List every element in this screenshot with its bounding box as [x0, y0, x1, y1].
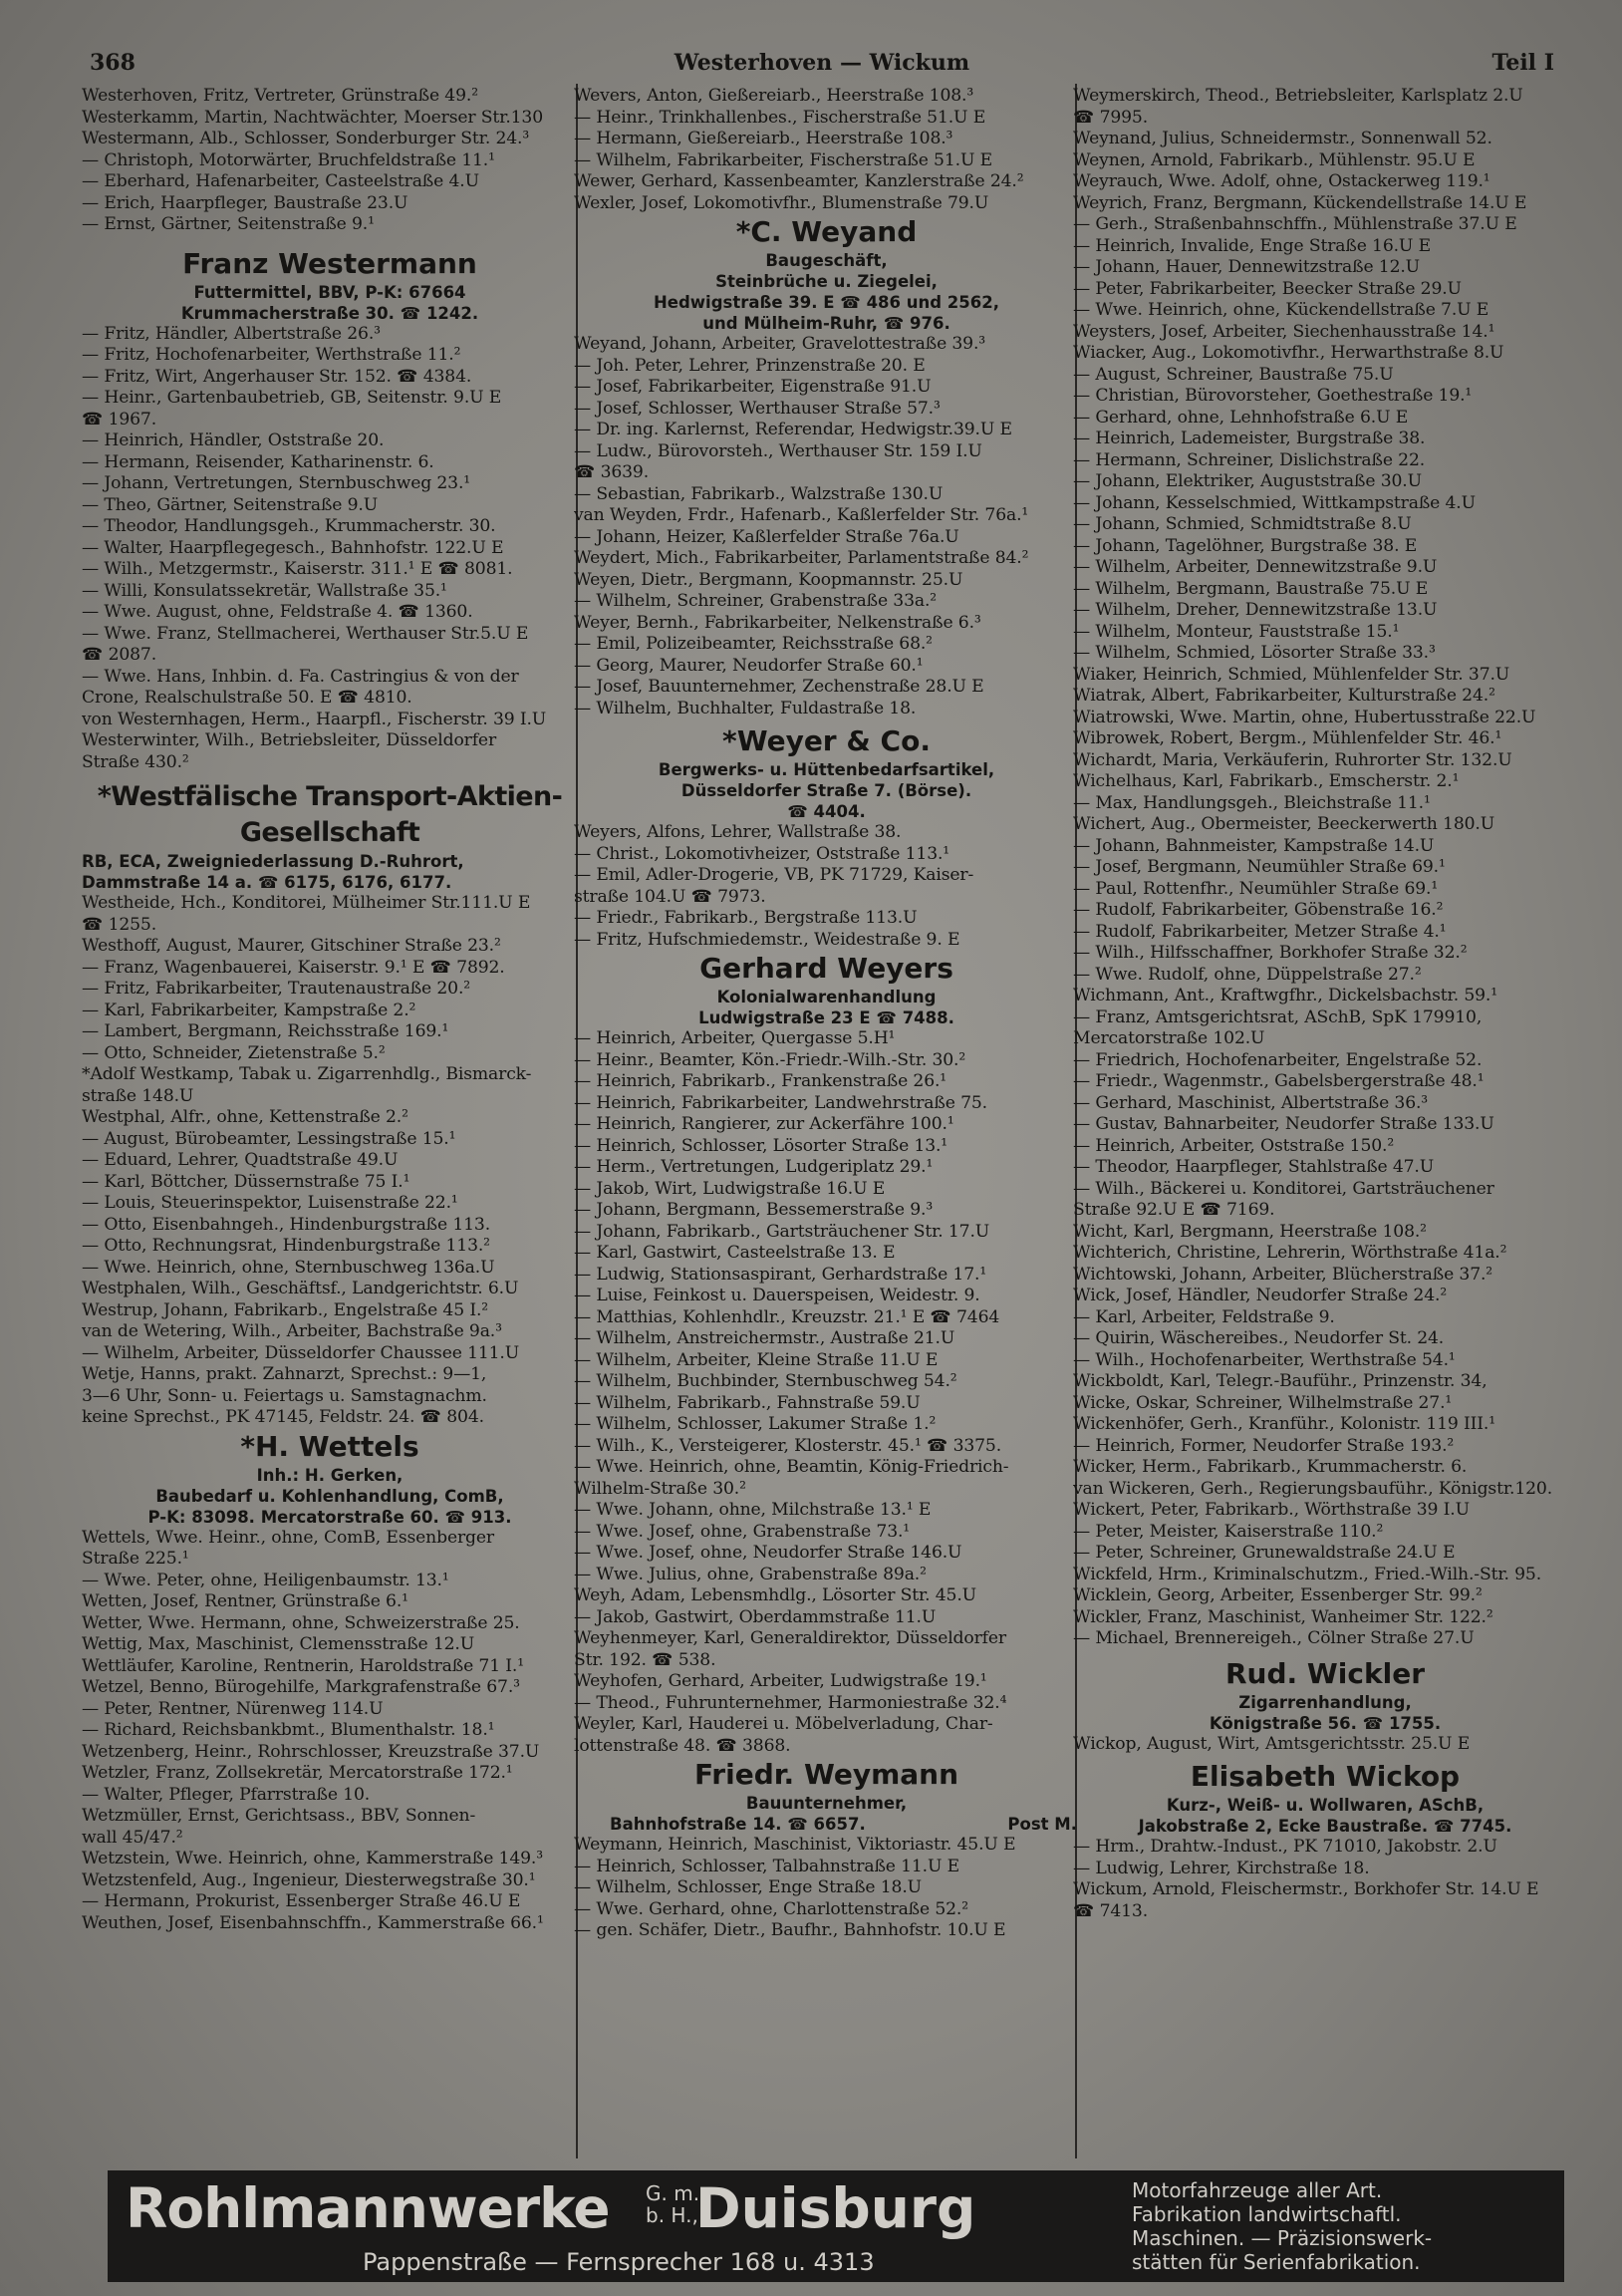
directory-entry-line: — Karl, Fabrikarbeiter, Kampstraße 2.²	[82, 1000, 416, 1020]
directory-entry-line: — Wilhelm, Anstreichermstr., Austraße 21.U	[574, 1328, 955, 1348]
directory-entry-line: Wiatrak, Albert, Fabrikarbeiter, Kulturstraße 24.²	[1073, 686, 1495, 706]
ad-street: Pappenstraße — Fernsprecher 168 u. 4313	[363, 2248, 875, 2276]
directory-entry-line: — Johann, Kesselschmied, Wittkampstraße 4.U	[1073, 492, 1476, 513]
directory-entry-line: Weynand, Julius, Schneidermstr., Sonnenwall 52.	[1073, 129, 1492, 148]
directory-entry-line: van Wickeren, Gerh., Regierungsbauführ., Königstr.120.	[1073, 1478, 1553, 1499]
directory-entry-line: — Eduard, Lehrer, Quadtstraße 49.U	[82, 1150, 399, 1170]
directory-entry-line: — Wwe. Josef, ohne, Neudorfer Straße 146.U	[574, 1543, 962, 1563]
directory-entry-line: — Hermann, Gießereiarb., Heerstraße 108.³	[574, 129, 953, 148]
directory-entry-line: — Peter, Meister, Kaiserstraße 110.²	[1073, 1521, 1384, 1542]
directory-entry-line: Wevers, Anton, Gießereiarb., Heerstraße 108.³	[574, 86, 974, 106]
directory-entry-line: Mercatorstraße 102.U	[1073, 1028, 1265, 1048]
directory-entry-line: — August, Schreiner, Baustraße 75.U	[1073, 364, 1394, 385]
directory-entry-line: Weydert, Mich., Fabrikarbeiter, Parlamentstraße 84.²	[574, 548, 1029, 568]
ad-line: Bergwerks- u. Hüttenbedarfsartikel,	[658, 760, 995, 779]
directory-entry-line: Weymann, Heinrich, Maschinist, Viktoriastr. 45.U E	[574, 1835, 1016, 1855]
directory-entry-line: — Wwe. Gerhard, ohne, Charlottenstraße 52.²	[574, 1898, 968, 1919]
directory-entry-line: — Karl, Böttcher, Düssernstraße 75 I.¹	[82, 1171, 410, 1192]
directory-entry-line: — Wwe. Josef, ohne, Grabenstraße 73.¹	[574, 1521, 911, 1542]
ad-product-line: Fabrikation landwirtschaftl.	[1132, 2202, 1402, 2226]
directory-entry-line: — Rudolf, Fabrikarbeiter, Göbenstraße 16.²	[1073, 900, 1444, 920]
directory-entry-line: Wickum, Arnold, Fleischermstr., Borkhofer Str. 14.U E	[1073, 1879, 1539, 1899]
directory-entry-line: Wetzler, Franz, Zollsekretär, Mercatorstraße 172.¹	[82, 1763, 513, 1783]
directory-entry-line: Crone, Realschulstraße 50. E ☎ 4810.	[82, 688, 412, 708]
ad-line: RB, ECA, Zweigniederlassung D.-Ruhrort,	[82, 852, 464, 871]
directory-entry-line: Weyand, Johann, Arbeiter, Gravelottestraße 39.³	[574, 334, 986, 354]
directory-entry-line: — Theodor, Haarpfleger, Stahlstraße 47.U	[1073, 1157, 1435, 1177]
directory-entry-line: wall 45/47.²	[82, 1827, 183, 1848]
page-title: Westerhoven — Wickum	[674, 50, 970, 76]
directory-entry-line: — Johann, Elektriker, Auguststraße 30.U	[1073, 471, 1422, 491]
directory-entry-line: — Eberhard, Hafenarbeiter, Casteelstraße 4.U	[82, 171, 479, 191]
ad-address: Bahnhofstraße 14. ☎ 6657.	[610, 1815, 866, 1834]
directory-entry-line: keine Sprechst., PK 47145, Feldstr. 24. ☎ 804.	[82, 1407, 484, 1427]
directory-entry-line: — Wilhelm, Schreiner, Grabenstraße 33a.²	[574, 591, 938, 611]
directory-entry-line: — Josef, Bergmann, Neumühler Straße 69.¹	[1073, 857, 1446, 877]
directory-entry-line: Wetten, Josef, Rentner, Grünstraße 6.¹	[82, 1591, 408, 1611]
ad-city: Duisburg	[695, 2176, 976, 2240]
directory-entry-line: — Gerh., Straßenbahnschffn., Mühlenstraße 37.U E	[1073, 214, 1517, 234]
directory-entry-line: — Wilhelm, Schmied, Lösorter Straße 33.³	[1073, 643, 1436, 663]
part-label: Teil I	[1491, 50, 1554, 76]
directory-entry-line: — Franz, Wagenbauerei, Kaiserstr. 9.¹ E ☎ 7892.	[82, 957, 505, 978]
ad-line: Kolonialwarenhandlung	[716, 988, 937, 1006]
directory-entry-line: — Wilhelm, Bergmann, Baustraße 75.U E	[1073, 578, 1429, 599]
ad-name: Friedr. Weymann	[693, 1758, 959, 1791]
directory-entry-line: Wilhelm-Straße 30.²	[574, 1478, 746, 1499]
ad-line: Steinbrüche u. Ziegelei,	[715, 272, 938, 291]
directory-entry-line: — Gerhard, ohne, Lehnhofstraße 6.U E	[1073, 407, 1409, 428]
directory-entry-line: — Karl, Gastwirt, Casteelstraße 13. E	[574, 1243, 896, 1263]
directory-entry-line: van de Wetering, Wilh., Arbeiter, Bachstraße 9a.³	[82, 1321, 502, 1341]
directory-entry-line: — Wilhelm, Dreher, Dennewitzstraße 13.U	[1073, 600, 1438, 620]
directory-entry-line: Wetzel, Benno, Bürogehilfe, Markgrafenstraße 67.³	[82, 1677, 520, 1697]
directory-entry-line: Wewer, Gerhard, Kassenbeamter, Kanzlerstraße 24.²	[574, 171, 1024, 191]
directory-entry-line: — Hermann, Prokurist, Essenberger Straße 46.U E	[82, 1891, 521, 1911]
ad-name: Elisabeth Wickop	[1190, 1760, 1461, 1793]
directory-entry-line: — Christoph, Motorwärter, Bruchfeldstraße 11.¹	[82, 149, 495, 170]
ad-line: Ludwigstraße 23 E ☎ 7488.	[698, 1008, 954, 1027]
directory-entry-line: — Heinr., Gartenbaubetrieb, GB, Seitenstr. 9.U E	[82, 388, 502, 408]
directory-entry-line: — Peter, Schreiner, Grunewaldstraße 24.U E	[1073, 1543, 1456, 1563]
page-number: 368	[90, 50, 135, 76]
ad-name: Gesellschaft	[239, 817, 420, 848]
directory-entry-line: Wickert, Peter, Fabrikarb., Wörthstraße 39 I.U	[1073, 1500, 1470, 1520]
directory-entry-line: Weyer, Bernh., Fabrikarbeiter, Nelkenstraße 6.³	[574, 612, 981, 633]
directory-entry-line: Weyler, Karl, Hauderei u. Möbelverladung, Char-	[574, 1714, 993, 1734]
directory-entry-line: — Franz, Amtsgerichtsrat, ASchB, SpK 179910,	[1073, 1006, 1483, 1027]
directory-entry-line: Wiacker, Aug., Lokomotivfhr., Herwarthstraße 8.U	[1073, 343, 1504, 363]
directory-entry-line: — Walter, Pfleger, Pfarrstraße 10.	[82, 1784, 371, 1805]
directory-entry-line: Straße 430.²	[82, 751, 189, 772]
directory-entry-line: — Friedr., Wagenmstr., Gabelsbergerstraße 48.¹	[1073, 1071, 1485, 1091]
directory-entry-line: Wickboldt, Karl, Telegr.-Bauführ., Prinzenstr. 34,	[1073, 1371, 1487, 1391]
directory-entry-line: — Emil, Polizeibeamter, Reichsstraße 68.²	[574, 634, 933, 654]
directory-entry-line: lottenstraße 48. ☎ 3868.	[574, 1735, 791, 1756]
directory-entry-line: — Fritz, Händler, Albertstraße 26.³	[82, 323, 381, 344]
directory-entry-line: — Ludw., Bürovorsteh., Werthauser Str. 159 I.U	[574, 440, 982, 461]
directory-entry-line: Weyrich, Franz, Bergmann, Kückendellstraße 14.U E	[1073, 192, 1527, 213]
directory-entry-line: Weysters, Josef, Arbeiter, Siechenhausstraße 14.¹	[1073, 321, 1495, 342]
directory-entry-line: Wicklein, Georg, Arbeiter, Essenberger Str. 99.²	[1073, 1585, 1483, 1605]
directory-entry-line: — Wwe. Hans, Inhbin. d. Fa. Castringius & von der	[82, 666, 519, 687]
ad-line: Jakobstraße 2, Ecke Baustraße. ☎ 7745.	[1138, 1817, 1512, 1836]
ad-line: P-K: 83098. Mercatorstraße 60. ☎ 913.	[147, 1507, 512, 1527]
ad-product-line: Maschinen. — Präzisionswerk-	[1132, 2226, 1433, 2250]
directory-entry-line: Wetje, Hanns, prakt. Zahnarzt, Sprechst.: 9—1,	[82, 1364, 487, 1384]
directory-entry-line: — Sebastian, Fabrikarb., Walzstraße 130.U	[574, 483, 944, 504]
ad-line: Dammstraße 14 a. ☎ 6175, 6176, 6177.	[82, 873, 452, 892]
directory-entry-line: Weymerskirch, Theod., Betriebsleiter, Karlsplatz 2.U	[1073, 86, 1523, 106]
ad-product-line: Motorfahrzeuge aller Art.	[1132, 2178, 1383, 2202]
directory-entry-line: Wettläufer, Karoline, Rentnerin, Haroldstraße 71 I.¹	[82, 1655, 524, 1676]
directory-entry-line: — Joh. Peter, Lehrer, Prinzenstraße 20. E	[574, 355, 926, 376]
ad-name: *C. Weyand	[735, 215, 918, 248]
ad-legal-form-2: b. H.,	[646, 2203, 698, 2227]
directory-entry-line: — Wilh., Metzgermstr., Kaiserstr. 311.¹ E ☎ 8081.	[82, 559, 513, 579]
directory-entry-line: ☎ 2087.	[82, 645, 157, 665]
ad-line: Krummacherstraße 30. ☎ 1242.	[180, 303, 479, 323]
directory-entry-line: Wicker, Herm., Fabrikarb., Krummacherstr. 6.	[1073, 1457, 1468, 1477]
directory-entry-line: 3—6 Uhr, Sonn- u. Feiertags u. Samstagnachm.	[82, 1385, 487, 1406]
directory-entry-line: — Johann, Bahnmeister, Kampstraße 14.U	[1073, 835, 1435, 856]
directory-entry-line: — Johann, Schmied, Schmidtstraße 8.U	[1073, 514, 1412, 534]
directory-entry-line: ☎ 7413.	[1073, 1900, 1149, 1921]
directory-entry-line: — Heinrich, Schlosser, Talbahnstraße 11.U E	[574, 1856, 960, 1876]
directory-entry-line: — Wilh., Hilfsschaffner, Borkhofer Straße 32.²	[1073, 943, 1468, 963]
column-1	[82, 86, 578, 2156]
directory-entry-line: — Peter, Fabrikarbeiter, Beecker Straße 29.U	[1073, 278, 1462, 299]
directory-entry-line: — Fritz, Hufschmiedemstr., Weidestraße 9. E	[574, 929, 960, 950]
directory-entry-line: — Heinrich, Schlosser, Lösorter Straße 13.¹	[574, 1135, 948, 1156]
directory-entry-line: Wicht, Karl, Bergmann, Heerstraße 108.²	[1073, 1221, 1427, 1242]
ad-line: Inh.: H. Gerken,	[256, 1465, 404, 1485]
ad-name: Franz Westermann	[182, 246, 477, 280]
directory-entry-line: — Louis, Steuerinspektor, Luisenstraße 22.¹	[82, 1193, 458, 1213]
directory-entry-line: — Ernst, Gärtner, Seitenstraße 9.¹	[82, 214, 375, 234]
directory-entry-line: straße 148.U	[82, 1085, 194, 1106]
directory-entry-line: — Rudolf, Fabrikarbeiter, Metzer Straße 4.¹	[1073, 921, 1447, 942]
ad-line: Kurz-, Weiß- u. Wollwaren, ASchB,	[1166, 1796, 1485, 1815]
directory-entry-line: Weuthen, Josef, Eisenbahnschffn., Kammerstraße 66.¹	[82, 1912, 544, 1933]
directory-entry-line: Wiaker, Heinrich, Schmied, Mühlenfelder Str. 37.U	[1073, 664, 1510, 685]
directory-entry-line: Westermann, Alb., Schlosser, Sonderburger Str. 24.³	[82, 129, 530, 148]
ad-legal-form-1: G. m.	[646, 2181, 700, 2205]
directory-entry-line: — Paul, Rottenfhr., Neumühler Straße 69.¹	[1073, 878, 1439, 899]
ad-name: Gerhard Weyers	[699, 952, 953, 985]
directory-entry-line: — Friedrich, Hochofenarbeiter, Engelstraße 52.	[1073, 1049, 1483, 1070]
column-2	[574, 86, 1079, 2156]
directory-entry-line: Wettels, Wwe. Heinr., ohne, ComB, Essenberger	[82, 1527, 494, 1548]
ad-line: Hedwigstraße 39. E ☎ 486 und 2562,	[653, 293, 999, 312]
directory-entry-line: — Wilhelm, Fabrikarb., Fahnstraße 59.U	[574, 1392, 921, 1413]
directory-entry-line: — Quirin, Wäschereibes., Neudorfer St. 24.	[1073, 1328, 1445, 1348]
ad-line	[574, 1814, 1079, 1835]
directory-entry-line: Westerwinter, Wilh., Betriebsleiter, Düsseldorfer	[82, 730, 497, 750]
directory-entry-line: Weyh, Adam, Lebensmhdlg., Lösorter Str. 45.U	[574, 1585, 976, 1605]
directory-entry-line: — Wilhelm, Schlosser, Lakumer Straße 1.²	[574, 1414, 937, 1434]
directory-entry-line: Westhoff, August, Maurer, Gitschiner Straße 23.²	[82, 936, 501, 956]
directory-entry-line: Wetzenberg, Heinr., Rohrschlosser, Kreuzstraße 37.U	[82, 1741, 540, 1762]
directory-entry-line: — Georg, Maurer, Neudorfer Straße 60.¹	[574, 655, 924, 676]
directory-entry-line: — Heinrich, Former, Neudorfer Straße 193.²	[1073, 1435, 1455, 1456]
directory-entry-line: — Wwe. Heinrich, ohne, Kückendellstraße 7.U E	[1073, 300, 1489, 320]
directory-entry-line: — Josef, Fabrikarbeiter, Eigenstraße 91.U	[574, 377, 932, 397]
directory-entry-line: — Josef, Bauunternehmer, Zechenstraße 28.U E	[574, 677, 984, 697]
directory-entry-line: — Christian, Bürovorsteher, Goethestraße 19.¹	[1073, 386, 1473, 406]
directory-entry-line: Wetzstenfeld, Aug., Ingenieur, Diesterwegstraße 30.¹	[82, 1869, 536, 1890]
directory-entry-line: — Johann, Tagelöhner, Burgstraße 38. E	[1073, 535, 1418, 556]
directory-entry-line: Wicke, Oskar, Schreiner, Wilhelmstraße 27.¹	[1073, 1392, 1453, 1413]
directory-entry-line: — Hermann, Schreiner, Dislichstraße 22.	[1073, 449, 1426, 470]
ad-line: Königstraße 56. ☎ 1755.	[1209, 1713, 1442, 1733]
directory-entry-line: Weyrauch, Wwe. Adolf, ohne, Ostackerweg 119.¹	[1073, 171, 1490, 191]
directory-entry-line: — Wwe. Julius, ohne, Grabenstraße 89a.²	[574, 1564, 927, 1584]
directory-entry-line: Wiatrowski, Wwe. Martin, ohne, Hubertusstraße 22.U	[1073, 707, 1536, 727]
directory-entry-line: — Wilhelm, Arbeiter, Kleine Straße 11.U E	[574, 1349, 939, 1370]
ad-line: ☎ 4404.	[787, 802, 866, 821]
directory-entry-line: — Ludwig, Stationsaspirant, Gerhardstraße 17.¹	[574, 1264, 987, 1285]
directory-entry-line: Westrup, Johann, Fabrikarb., Engelstraße 45 I.²	[82, 1299, 489, 1320]
ad-name: *H. Wettels	[240, 1429, 419, 1463]
directory-entry-line: Westphalen, Wilh., Geschäftsf., Landgerichtstr. 6.U	[82, 1279, 519, 1298]
directory-entry-line: — August, Bürobeamter, Lessingstraße 15.¹	[82, 1128, 456, 1149]
directory-entry-line: Westerhoven, Fritz, Vertreter, Grünstraße 49.²	[82, 86, 478, 106]
directory-entry-line: ☎ 1255.	[82, 914, 157, 935]
directory-entry-line: — Heinrich, Lademeister, Burgstraße 38.	[1073, 429, 1426, 448]
directory-entry-line: — Fritz, Wirt, Angerhauser Str. 152. ☎ 4384.	[82, 366, 472, 387]
directory-entry-line: *Adolf Westkamp, Tabak u. Zigarrenhdlg., Bismarck-	[82, 1064, 532, 1084]
directory-entry-line: — Wilhelm, Arbeiter, Dennewitzstraße 9.U	[1073, 557, 1438, 577]
directory-entry-line: — Heinrich, Fabrikarb., Frankenstraße 26.¹	[574, 1071, 947, 1091]
directory-entry-line: — Johann, Hauer, Dennewitzstraße 12.U	[1073, 257, 1421, 277]
directory-entry-line: — Johann, Heizer, Kaßlerfelder Straße 76a.U	[574, 526, 959, 547]
directory-entry-line: — Max, Handlungsgeh., Bleichstraße 11.¹	[1073, 792, 1431, 813]
directory-entry-line: Westheide, Hch., Konditorei, Mülheimer Str.111.U E	[82, 893, 531, 913]
directory-entry-line: — Gerhard, Maschinist, Albertstraße 36.³	[1073, 1092, 1429, 1113]
directory-entry-line: — Fritz, Hochofenarbeiter, Werthstraße 11.²	[82, 345, 461, 365]
directory-entry-line: von Westernhagen, Herm., Haarpfl., Fischerstr. 39 I.U	[82, 709, 547, 729]
ad-name: *Westfälische Transport-Aktien-	[97, 781, 563, 812]
directory-entry-line: ☎ 7995.	[1073, 107, 1149, 128]
directory-entry-line: — Walter, Haarpflegegesch., Bahnhofstr. 122.U E	[82, 537, 504, 558]
directory-entry-line: Wichelhaus, Karl, Fabrikarb., Emscherstr. 2.¹	[1073, 771, 1460, 791]
directory-entry-line: Wickler, Franz, Maschinist, Wanheimer Str. 122.²	[1073, 1606, 1493, 1627]
directory-entry-line: Wichterich, Christine, Lehrerin, Wörthstraße 41a.²	[1073, 1243, 1507, 1263]
directory-entry-line: — Heinrich, Rangierer, zur Ackerfähre 100.¹	[574, 1114, 954, 1134]
directory-entry-line: — Wwe. Franz, Stellmacherei, Werthauser Str.5.U E	[82, 623, 529, 644]
directory-entry-line: — Wilhelm, Buchbinder, Sternbuschweg 54.²	[574, 1371, 957, 1391]
directory-entry-line: — Wilh., K., Versteigerer, Klosterstr. 45.¹ ☎ 3375.	[574, 1435, 1002, 1456]
directory-entry-line: — Wilhelm, Buchhalter, Fuldastraße 18.	[574, 698, 917, 718]
ad-line: Düsseldorfer Straße 7. (Börse).	[680, 781, 972, 800]
directory-entry-line: Wickop, August, Wirt, Amtsgerichtsstr. 25.U E	[1073, 1733, 1471, 1754]
directory-entry-line: Wick, Josef, Händler, Neudorfer Straße 24.²	[1073, 1286, 1448, 1305]
ad-line: Baubedarf u. Kohlenhandlung, ComB,	[155, 1486, 504, 1506]
directory-entry-line: — Heinrich, Arbeiter, Quergasse 5.H¹	[574, 1028, 896, 1048]
ad-products	[1132, 2178, 1560, 2274]
directory-entry-line: Wichmann, Ant., Kraftwgfhr., Dickelsbachstr. 59.¹	[1073, 986, 1497, 1005]
directory-entry-line: — Fritz, Fabrikarbeiter, Trautenaustraße 20.²	[82, 979, 471, 999]
ad-product-line: stätten für Serienfabrikation.	[1132, 2250, 1421, 2274]
directory-entry-line: — Wilhelm, Schlosser, Enge Straße 18.U	[574, 1877, 922, 1897]
ad-line: und Mülheim-Ruhr, ☎ 976.	[702, 314, 950, 333]
directory-entry-line: Weyers, Alfons, Lehrer, Wallstraße 38.	[574, 822, 902, 842]
directory-entry-line: Westphal, Alfr., ohne, Kettenstraße 2.²	[82, 1107, 408, 1127]
directory-entry-line: — Christ., Lokomotivheizer, Oststraße 113.¹	[574, 843, 950, 864]
directory-entry-line: — Wwe. Johann, ohne, Milchstraße 13.¹ E	[574, 1500, 932, 1520]
directory-entry-line: — Heinr., Beamter, Kön.-Friedr.-Wilh.-Str. 30.²	[574, 1049, 966, 1070]
directory-entry-line: — Wwe. Heinrich, ohne, Beamtin, König-Friedrich-	[574, 1457, 1009, 1477]
advertisement-banner	[108, 2170, 1564, 2282]
directory-entry-line: van Weyden, Frdr., Hafenarb., Kaßlerfelder Str. 76a.¹	[574, 505, 1029, 525]
directory-entry-line: — Friedr., Fabrikarb., Bergstraße 113.U	[574, 908, 918, 928]
ad-brand: Rohlmannwerke	[126, 2176, 610, 2240]
directory-entry-line: — Erich, Haarpfleger, Baustraße 23.U	[82, 192, 408, 213]
directory-entry-line: Wettig, Max, Maschinist, Clemensstraße 12.U	[82, 1634, 475, 1654]
directory-entry-line: — Richard, Reichsbankbmt., Blumenthalstr. 18.¹	[82, 1720, 495, 1740]
directory-entry-line: — Willi, Konsulatssekretär, Wallstraße 35.¹	[82, 580, 447, 601]
directory-entry-line: — Dr. ing. Karlernst, Referendar, Hedwigstr.39.U E	[574, 420, 1012, 439]
directory-entry-line: Wichert, Aug., Obermeister, Beeckerwerth 180.U	[1073, 814, 1495, 834]
ad-line: Bauunternehmer,	[745, 1794, 908, 1813]
directory-entry-line: — Wilh., Hochofenarbeiter, Werthstraße 54.¹	[1073, 1349, 1456, 1370]
directory-entry-line: Straße 92.U E ☎ 7169.	[1073, 1200, 1275, 1220]
directory-entry-line: — Wwe. Heinrich, ohne, Sternbuschweg 136a.U	[82, 1257, 495, 1278]
directory-entry-line: — Heinrich, Fabrikarbeiter, Landwehrstraße 75.	[574, 1092, 987, 1113]
directory-entry-line: — Otto, Schneider, Zietenstraße 5.²	[82, 1042, 386, 1063]
directory-entry-line: — Johann, Bergmann, Bessemerstraße 9.³	[574, 1200, 934, 1220]
directory-entry-line: Weynen, Arnold, Fabrikarb., Mühlenstr. 95.U E	[1073, 149, 1476, 170]
directory-entry-line: — Wilhelm, Fabrikarbeiter, Fischerstraße 51.U E	[574, 149, 992, 170]
directory-entry-line: — Wwe. August, ohne, Feldstraße 4. ☎ 1360.	[82, 602, 473, 622]
ad-legal-form	[646, 2182, 699, 2226]
directory-entry-line: Weyhofen, Gerhard, Arbeiter, Ludwigstraße 19.¹	[574, 1671, 987, 1691]
directory-entry-line: — Jakob, Wirt, Ludwigstraße 16.U E	[574, 1178, 886, 1199]
directory-entry-line: — Johann, Vertretungen, Sternbuschweg 23.¹	[82, 473, 471, 493]
directory-entry-line: — Wilh., Bäckerei u. Konditorei, Gartsträuchener	[1073, 1178, 1494, 1199]
ad-post: Post M.	[1007, 1815, 1077, 1834]
directory-entry-line: Wickfeld, Hrm., Kriminalschutzm., Fried.-Wilh.-Str. 95.	[1073, 1564, 1542, 1584]
directory-entry-line: Wichardt, Maria, Verkäuferin, Ruhrorter Str. 132.U	[1073, 749, 1512, 770]
directory-entry-line: Wetzmüller, Ernst, Gerichtsass., BBV, Sonnen-	[82, 1806, 476, 1826]
directory-entry-line: — Wwe. Rudolf, ohne, Düppelstraße 27.²	[1073, 964, 1422, 985]
directory-entry-line: — Ludwig, Lehrer, Kirchstraße 18.	[1073, 1858, 1370, 1878]
directory-entry-line: — Heinrich, Invalide, Enge Straße 16.U E	[1073, 235, 1431, 256]
directory-entry-line: — Lambert, Bergmann, Reichsstraße 169.¹	[82, 1021, 449, 1041]
directory-entry-line: ☎ 1967.	[82, 409, 157, 430]
directory-entry-line: Straße 225.¹	[82, 1549, 189, 1569]
directory-entry-line: — Karl, Arbeiter, Feldstraße 9.	[1073, 1306, 1335, 1327]
directory-entry-line: — Theod., Fuhrunternehmer, Harmoniestraße 32.⁴	[574, 1692, 1007, 1713]
directory-entry-line: Westerkamm, Martin, Nachtwächter, Moerser Str.130	[82, 107, 544, 128]
directory-entry-line: Weyhenmeyer, Karl, Generaldirektor, Düsseldorfer	[574, 1628, 1006, 1648]
directory-entry-line: — Wwe. Peter, ohne, Heiligenbaumstr. 13.¹	[82, 1570, 449, 1590]
directory-entry-line: — Theodor, Handlungsgeh., Krummacherstr. 30.	[82, 516, 496, 536]
directory-entry-line: — Heinrich, Arbeiter, Oststraße 150.²	[1073, 1135, 1395, 1156]
ad-name: Rud. Wickler	[1224, 1656, 1426, 1690]
directory-entry-line: — Otto, Rechnungsrat, Hindenburgstraße 113.²	[82, 1236, 490, 1256]
directory-entry-line: Wetzstein, Wwe. Heinrich, ohne, Kammerstraße 149.³	[82, 1849, 543, 1868]
ad-line: Futtermittel, BBV, P-K: 67664	[193, 282, 466, 302]
directory-entry-line: — gen. Schäfer, Dietr., Baufhr., Bahnhofstr. 10.U E	[574, 1920, 1006, 1940]
directory-entry-line: Wichtowski, Johann, Arbeiter, Blücherstraße 37.²	[1073, 1264, 1493, 1285]
directory-entry-line: — Theo, Gärtner, Seitenstraße 9.U	[82, 494, 379, 515]
directory-entry-line: Weyen, Dietr., Bergmann, Koopmannstr. 25.U	[574, 569, 963, 590]
directory-entry-line: — Emil, Adler-Drogerie, VB, PK 71729, Kaiser-	[574, 865, 974, 885]
page-header	[90, 50, 1554, 78]
directory-entry-line: — Johann, Fabrikarb., Gartsträuchener Str. 17.U	[574, 1221, 990, 1242]
directory-entry-line: straße 104.U ☎ 7973.	[574, 886, 766, 907]
ad-line: Baugeschäft,	[765, 251, 888, 270]
directory-entry-line: — Luise, Feinkost u. Dauerspeisen, Weidestr. 9.	[574, 1286, 980, 1305]
directory-entry-line: Wetter, Wwe. Hermann, ohne, Schweizerstraße 25.	[82, 1612, 520, 1633]
directory-entry-line: — Wilhelm, Arbeiter, Düsseldorfer Chaussee 111.U	[82, 1342, 520, 1363]
directory-entry-line: Wibrowek, Robert, Bergm., Mühlenfelder Str. 46.¹	[1073, 728, 1502, 748]
directory-entry-line: — Heinrich, Händler, Oststraße 20.	[82, 430, 385, 450]
directory-entry-line: Str. 192. ☎ 538.	[574, 1649, 716, 1670]
directory-entry-line: Wickenhöfer, Gerh., Kranführ., Kolonistr. 119 III.¹	[1073, 1414, 1495, 1434]
directory-entry-line: — Hrm., Drahtw.-Indust., PK 71010, Jakobstr. 2.U	[1073, 1837, 1497, 1857]
directory-entry-line: — Josef, Schlosser, Werthauser Straße 57.³	[574, 398, 941, 419]
directory-entry-line: — Otto, Eisenbahngeh., Hindenburgstraße 113.	[82, 1214, 491, 1235]
directory-entry-line: — Gustav, Bahnarbeiter, Neudorfer Straße 133.U	[1073, 1114, 1494, 1134]
directory-entry-line: — Peter, Rentner, Nürenweg 114.U	[82, 1698, 384, 1719]
directory-entry-line: — Heinr., Trinkhallenbes., Fischerstraße 51.U E	[574, 107, 986, 128]
directory-entry-line: ☎ 3639.	[574, 462, 650, 482]
ad-line: Zigarrenhandlung,	[1238, 1692, 1412, 1712]
column-3	[1073, 86, 1577, 2156]
directory-entry-line: — Hermann, Reisender, Katharinenstr. 6.	[82, 451, 434, 472]
directory-entry-line: Wexler, Josef, Lokomotivfhr., Blumenstraße 79.U	[574, 192, 989, 213]
directory-entry-line: — Jakob, Gastwirt, Oberdammstraße 11.U	[574, 1606, 937, 1627]
ad-name: *Weyer & Co.	[722, 724, 931, 757]
directory-entry-line: — Michael, Brennereigeh., Cölner Straße 27.U	[1073, 1628, 1475, 1648]
directory-entry-line: — Matthias, Kohlenhdlr., Kreuzstr. 21.¹ E ☎ 7464	[574, 1306, 1000, 1327]
directory-entry-line: — Wilhelm, Monteur, Fauststraße 15.¹	[1073, 621, 1400, 642]
directory-entry-line: — Herm., Vertretungen, Ludgeriplatz 29.¹	[574, 1157, 934, 1177]
